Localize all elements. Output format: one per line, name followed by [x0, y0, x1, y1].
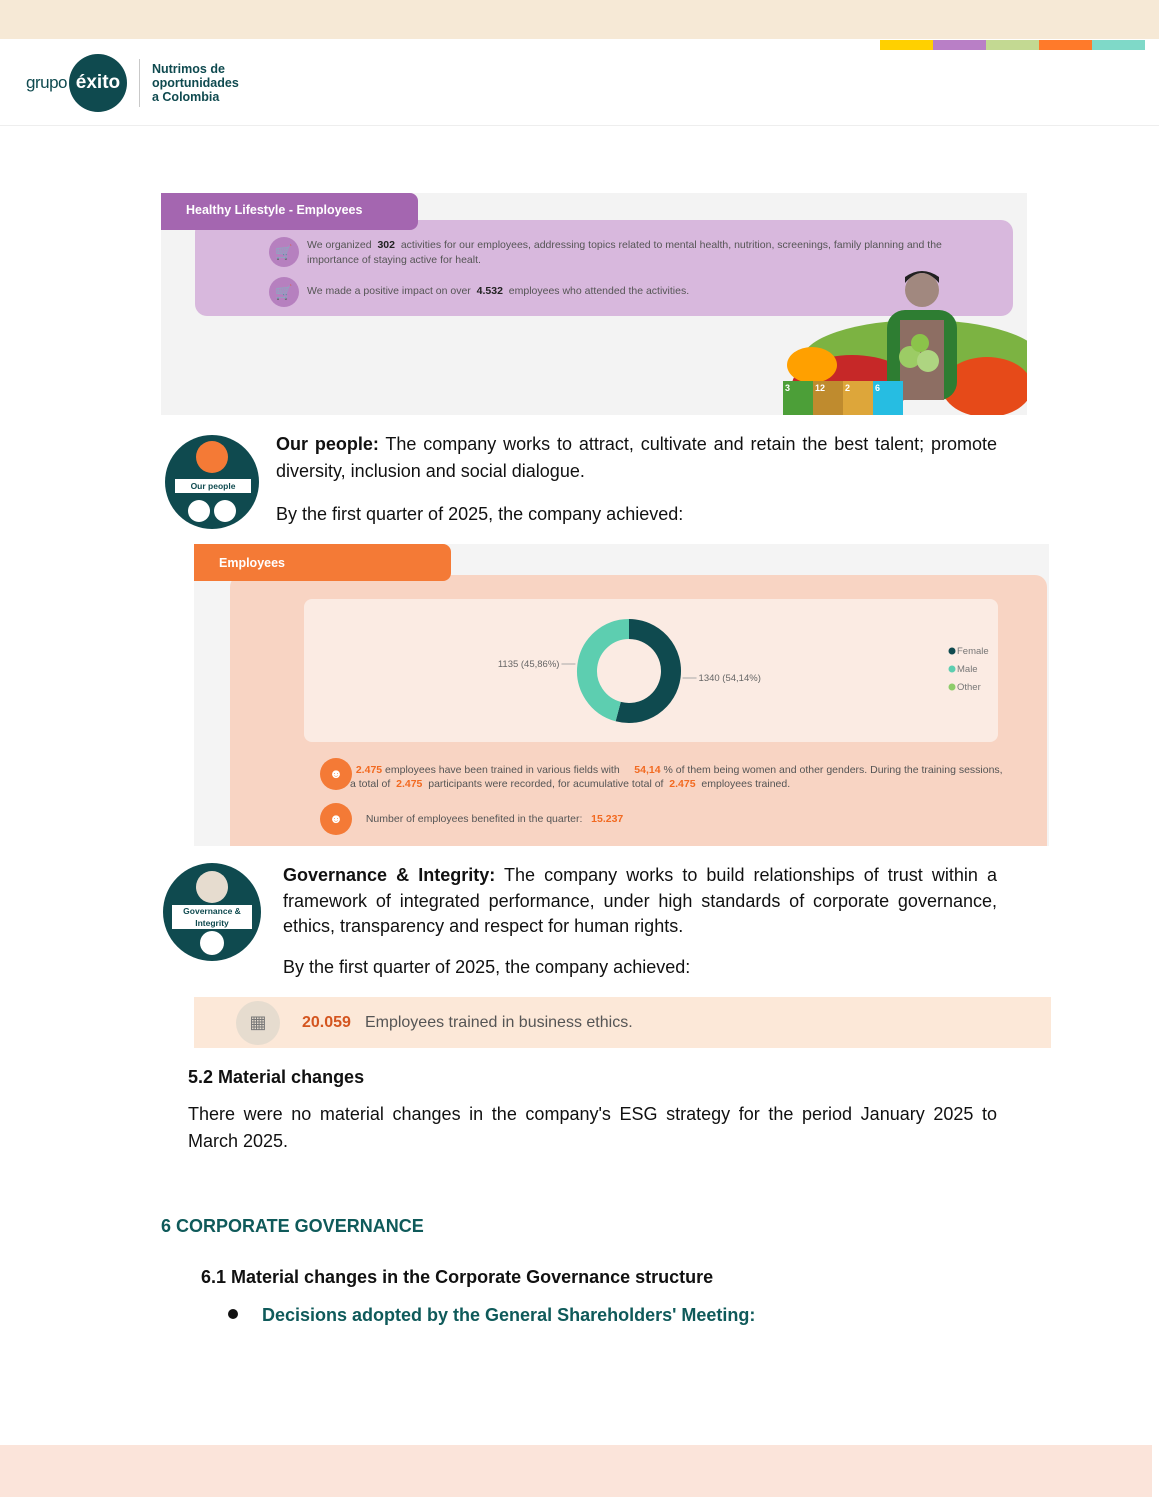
ethics-trained-label: Employees trained in business ethics.	[364, 1013, 633, 1031]
header-divider	[0, 125, 1159, 126]
legend-swatch-other	[949, 684, 956, 691]
material-changes-text: There were no material changes in the company's ESG strategy for the period January 2025 to March 2025.	[188, 1104, 997, 1151]
shopping-cart-icon: 🛒	[269, 237, 299, 267]
legend-swatch-female	[949, 648, 956, 655]
corporate-governance-heading: 6 CORPORATE GOVERNANCE	[161, 1216, 424, 1236]
legend-label-female: Female	[957, 646, 989, 657]
cg-structure-subheading: 6.1 Material changes in the Corporate Governance structure	[201, 1267, 714, 1287]
logo-grupo-text: grupo	[26, 73, 67, 92]
gender-donut-chart	[304, 599, 998, 742]
sdg-goal-icons	[783, 381, 903, 415]
smile-icon	[196, 441, 228, 473]
shareholders-decisions-bullet: Decisions adopted by the General Shareholders' Meeting:	[262, 1305, 756, 1325]
ethics-training-card	[194, 997, 1051, 1048]
tagline-line-1: Nutrimos de	[151, 62, 225, 76]
tagline-line-3: a Colombia	[151, 90, 220, 104]
top-band	[0, 0, 1159, 39]
people-sub-icon-left	[188, 500, 210, 522]
donut-slice-female	[618, 629, 671, 713]
scales-icon	[200, 931, 224, 955]
accent-bar-yellow	[880, 40, 933, 50]
healthy-lifestyle-row-activities	[269, 237, 947, 268]
ethics-trained-count: 20.059	[302, 1013, 351, 1031]
sdg-goal-3-icon: 3	[783, 381, 813, 415]
sdg-goal-2-icon: 2	[843, 381, 873, 415]
accent-bar-orange	[1039, 40, 1092, 50]
governance-paragraph: Governance & Integrity: The company works to build relationships of trust within a framework of integrated performance, under high standards of corporate governance, ethics, transparency and respect for human rights.	[283, 865, 998, 936]
impact-text: We made a positive impact on over 4.532 employees who attended the activities.	[307, 285, 690, 297]
employees-tab: Employees	[194, 544, 451, 581]
healthy-lifestyle-card	[161, 193, 1027, 415]
activities-text: We organized 302 activities for our employees, addressing topics related to mental health, nutrition, screenings, family planning and the importance of staying active for healt.	[307, 239, 942, 266]
people-sub-icon-right	[214, 500, 236, 522]
logo-exito-circle: éxito	[69, 54, 127, 112]
data-label-male: 1135 (45,86%)	[497, 658, 560, 670]
logo-tagline	[152, 62, 239, 104]
accent-color-bars	[880, 40, 1145, 50]
activities-count: 302	[377, 239, 395, 251]
bottom-band	[0, 1445, 1152, 1497]
company-logo	[26, 54, 239, 112]
legend-label-other: Other	[957, 682, 981, 693]
our-people-paragraph: Our people: The company works to attract, cultivate and retain the best talent; promote diversity, inclusion and social dialogue.	[276, 434, 997, 481]
employees-training-row	[320, 758, 1010, 791]
benefited-text: Number of employees benefited in the quarter: 15.237	[365, 813, 624, 825]
people-group-icon: ☻	[320, 758, 352, 790]
training-text: 2.475 employees have been trained in various fields with 54,14 % of them being women and other genders. During the training sessions, a total of 2.475 participants were recorded, for acumulative total of 2.475 employees trained.	[350, 764, 1003, 790]
store-icon: ▦	[236, 1001, 280, 1045]
shopping-cart-icon: 🛒	[269, 277, 299, 307]
legend-swatch-male	[949, 666, 956, 673]
sdg-goal-12-icon: 12	[813, 381, 843, 415]
impact-count: 4.532	[476, 285, 503, 297]
donut-slice-male	[587, 629, 629, 712]
sdg-goal-6-icon: 6	[873, 381, 903, 415]
our-people-icon	[165, 435, 259, 529]
accent-bar-green	[986, 40, 1039, 50]
governance-integrity-icon	[163, 863, 261, 961]
data-label-female: 1340 (54,14%)	[698, 673, 761, 685]
logo-divider	[139, 59, 140, 107]
our-people-icon-label: Our people	[175, 479, 251, 493]
donut-chart-svg	[304, 599, 998, 742]
governance-icon-label: Governance & Integrity	[172, 905, 252, 929]
bullet-dot	[228, 1309, 238, 1319]
healthy-lifestyle-tab: Healthy Lifestyle - Employees	[161, 193, 418, 230]
accent-bar-purple	[933, 40, 986, 50]
benefited-count: 15.237	[591, 813, 624, 825]
accent-bar-teal	[1092, 40, 1145, 50]
employees-card	[194, 544, 1049, 846]
employees-benefited-row	[320, 803, 623, 835]
tagline-line-2: oportunidades	[151, 76, 239, 90]
building-icon	[196, 871, 228, 903]
material-changes-heading: 5.2 Material changes	[188, 1067, 365, 1087]
people-group-icon: ☻	[320, 803, 352, 835]
governance-achieved: By the first quarter of 2025, the company achieved:	[283, 957, 691, 977]
legend-label-male: Male	[957, 664, 978, 675]
our-people-achieved: By the first quarter of 2025, the company achieved:	[276, 504, 684, 524]
